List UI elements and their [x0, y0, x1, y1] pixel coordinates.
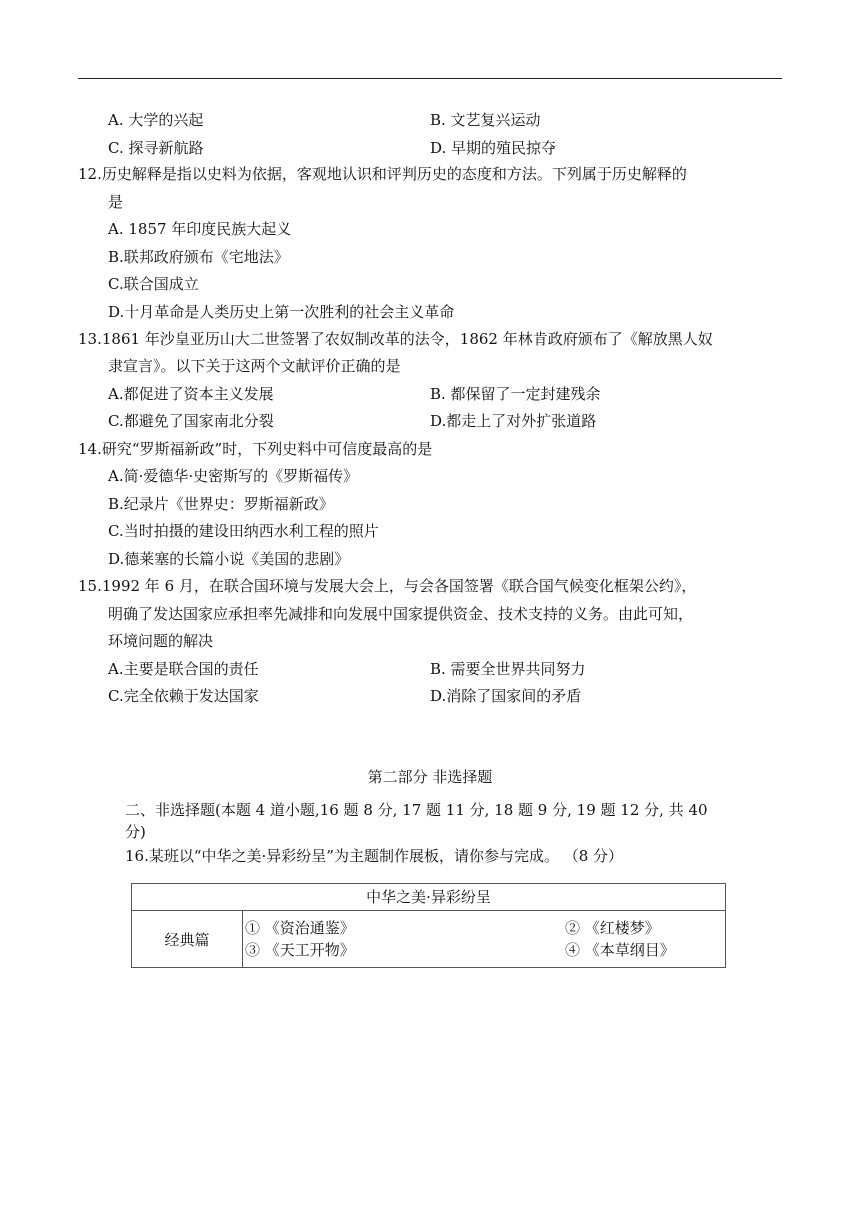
q15-option-c: C.完全依赖于发达国家: [108, 687, 259, 705]
classics-item-2: ② 《红楼梦》: [565, 919, 660, 937]
q13-option-b: B. 都保留了一定封建残余: [430, 385, 601, 403]
q15-stem-line3: 环境问题的解决: [108, 632, 214, 650]
q15-stem-line2: 明确了发达国家应承担率先减排和向发展中国家提供资金、技术支持的义务。由此可知，: [108, 605, 694, 623]
showcase-table-title: 中华之美·异彩纷呈: [132, 884, 726, 911]
q12-option-c: C.联合国成立: [108, 275, 199, 293]
q13-stem-line1: 13.1861 年沙皇亚历山大二世签署了农奴制改革的法令，1862 年林肯政府颁布了《解放黑人奴: [78, 330, 713, 348]
q15-option-d: D.消除了国家间的矛盾: [430, 687, 582, 705]
classics-item-3: ③ 《天工开物》: [245, 941, 355, 959]
q12-option-a: A. 1857 年印度民族大起义: [108, 220, 292, 238]
part2-instructions-line2: 分): [125, 823, 146, 841]
q11-option-c: C. 探寻新航路: [108, 139, 204, 157]
q15-option-a: A.主要是联合国的责任: [108, 660, 259, 678]
q13-option-d: D.都走上了对外扩张道路: [430, 412, 597, 430]
q13-option-c: C.都避免了国家南北分裂: [108, 412, 274, 430]
classics-item-4: ④ 《本草纲目》: [565, 941, 675, 959]
q14-option-a: A.简·爱德华·史密斯写的《罗斯福传》: [108, 467, 359, 485]
q14-option-c: C.当时拍摄的建设田纳西水利工程的照片: [108, 522, 379, 540]
part2-title: 第二部分 非选择题: [367, 768, 493, 786]
q12-option-d: D.十月革命是人类历史上第一次胜利的社会主义革命: [108, 303, 455, 321]
q16-stem: 16.某班以“中华之美·异彩纷呈”为主题制作展板，请你参与完成。 （8 分）: [125, 847, 624, 865]
classics-items-cell: [243, 911, 726, 968]
q11-option-d: D. 早期的殖民掠夺: [430, 139, 557, 157]
q15-stem-line1: 15.1992 年 6 月，在联合国环境与发展大会上，与会各国签署《联合国气候变化框架公约》，: [78, 577, 697, 595]
q11-option-b: B. 文艺复兴运动: [430, 111, 541, 129]
q15-option-b: B. 需要全世界共同努力: [430, 660, 586, 678]
q12-stem-line1: 12.历史解释是指以史料为依据，客观地认识和评判历史的态度和方法。下列属于历史解释的: [78, 165, 687, 183]
classics-row-header: 经典篇: [132, 911, 243, 968]
q14-stem: 14.研究“罗斯福新政”时，下列史料中可信度最高的是: [78, 440, 433, 458]
q11-option-a: A. 大学的兴起: [108, 111, 204, 129]
q12-stem-line2: 是: [108, 193, 124, 211]
part2-instructions-line1: 二、非选择题(本题 4 道小题,16 题 8 分, 17 题 11 分, 18 题 9 分, 19 题 12 分, 共 40: [125, 801, 708, 819]
header-rule: [78, 78, 782, 79]
q14-option-d: D.德莱塞的长篇小说《美国的悲剧》: [108, 550, 350, 568]
q14-option-b: B.纪录片《世界史：罗斯福新政》: [108, 495, 334, 513]
q12-option-b: B.联邦政府颁布《宅地法》: [108, 248, 289, 266]
q13-option-a: A.都促进了资本主义发展: [108, 385, 274, 403]
q13-stem-line2: 隶宣言》。以下关于这两个文献评价正确的是: [108, 357, 401, 375]
classics-item-1: ① 《资治通鉴》: [245, 919, 355, 937]
showcase-table: [131, 883, 726, 968]
